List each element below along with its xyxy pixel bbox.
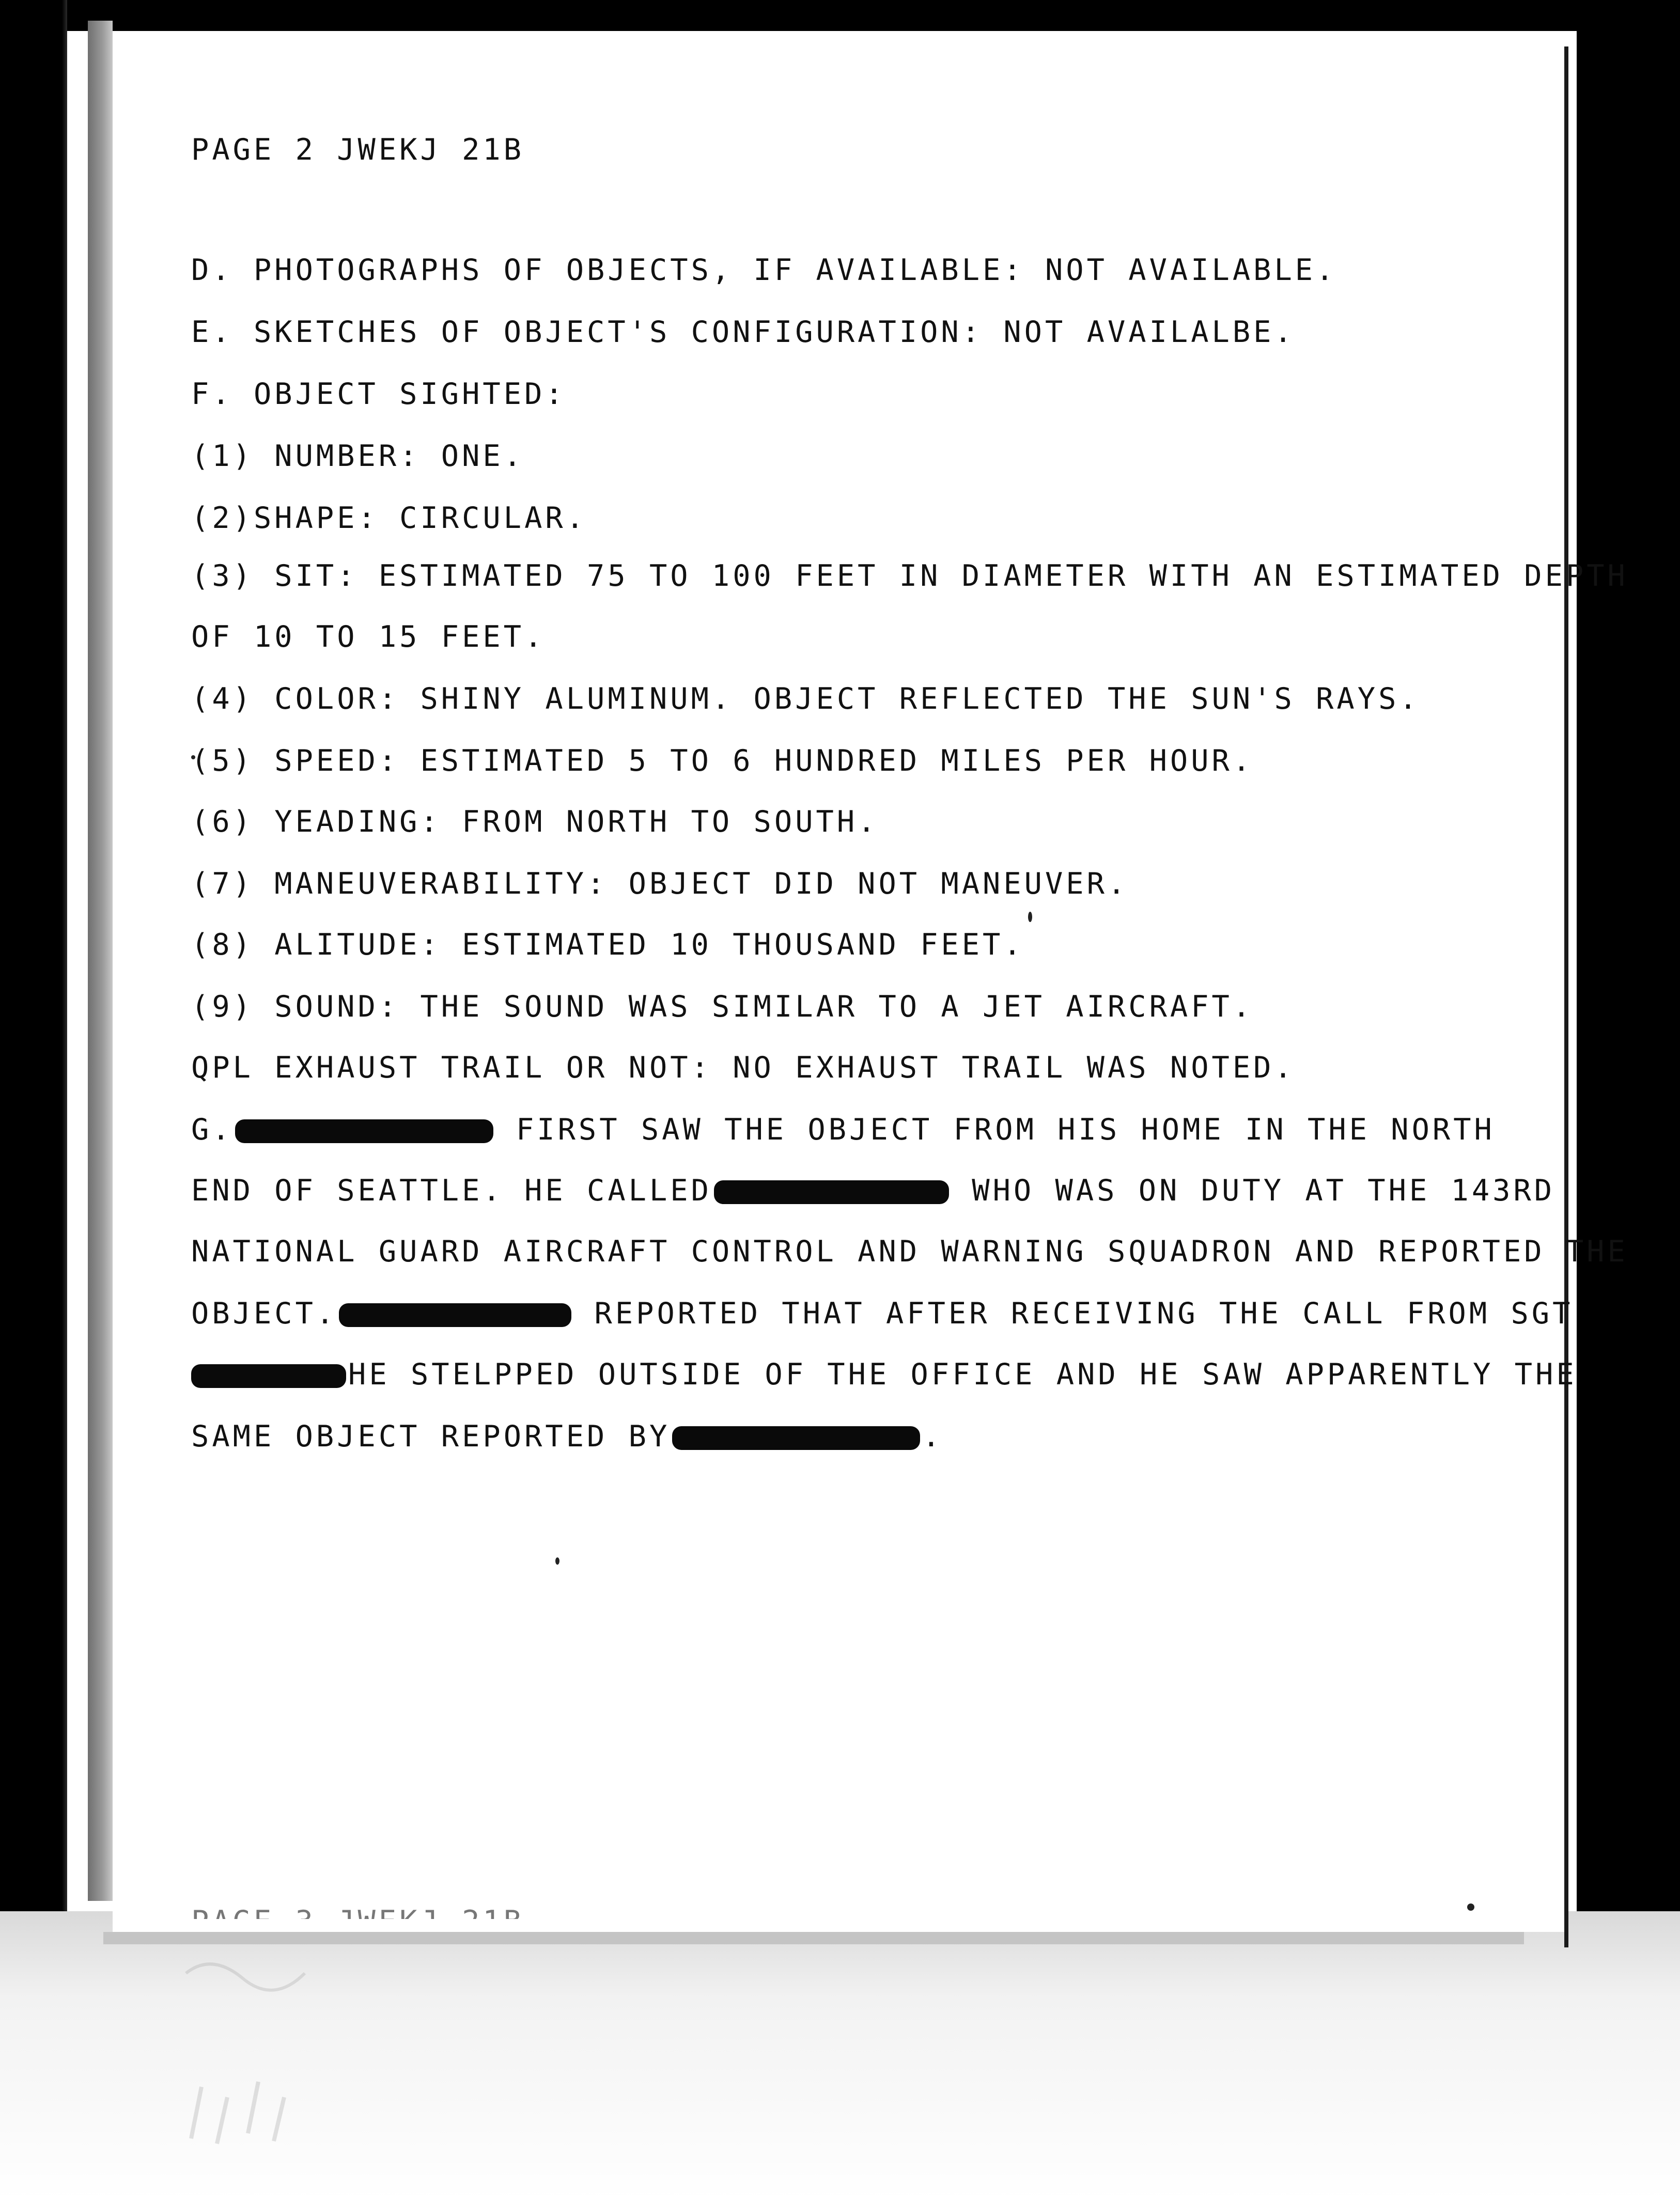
paragraph-g-line-3: NATIONAL GUARD AIRCRAFT CONTROL AND WARNING SQUADRON AND REPORTED THE [191,1235,1628,1269]
item-5-speed: (5) SPEED: ESTIMATED 5 TO 6 HUNDRED MILES PER HOUR. [191,744,1254,778]
item-6-heading: (6) YEADING: FROM NORTH TO SOUTH. [191,805,879,839]
item-8-altitude: (8) ALITUDE: ESTIMATED 10 THOUSAND FEET. [191,928,1024,962]
page-header: PAGE 2 JWEKJ 21B [191,133,525,167]
paragraph-g-line-5 [191,1356,1577,1393]
text-segment: FIRST SAW THE OBJECT FROM HIS HOME IN THE NORTH [495,1113,1495,1147]
text-segment: HE STELPPED OUTSIDE OF THE OFFICE AND HE SAW APPARENTLY THE [348,1358,1577,1392]
text-segment: WHO WAS ON DUTY AT THE 143RD [951,1174,1555,1208]
text-segment: G. [191,1113,233,1147]
item-4-color: (4) COLOR: SHINY ALUMINUM. OBJECT REFLECTED THE SUN'S RAYS. [191,682,1420,716]
text-segment: END OF SEATTLE. HE CALLED [191,1174,712,1208]
document-body [191,0,1628,1932]
paragraph-g-line-2 [191,1173,1555,1209]
item-3-size: (3) SIT: ESTIMATED 75 TO 100 FEET IN DIAMETER WITH AN ESTIMATED DEPTH [191,559,1628,593]
paragraph-g-line-1 [191,1112,1495,1148]
paragraph-g-line-4 [191,1296,1573,1332]
text-segment: SAME OBJECT REPORTED BY [191,1419,671,1454]
redaction-bar [235,1119,493,1143]
text-segment: . [922,1419,943,1454]
item-9-sound: (9) SOUND: THE SOUND WAS SIMILAR TO A JET AIRCRAFT. [191,990,1254,1024]
redaction-bar [191,1364,346,1388]
text-segment: OBJECT. [191,1297,337,1331]
redaction-bar [339,1303,571,1327]
page-right-edge-line [1564,46,1568,1947]
item-3-size-continued: OF 10 TO 15 FEET. [191,620,546,654]
item-10-exhaust-trail: QPL EXHAUST TRAIL OR NOT: NO EXHAUST TRAIL WAS NOTED. [191,1051,1295,1085]
faint-handwriting-mark [170,1942,429,2159]
page-left-shadow [88,21,113,1901]
item-f-object-sighted: F. OBJECT SIGHTED: [191,377,566,411]
scan-left-edge [0,0,67,2200]
text-segment: REPORTED THAT AFTER RECEIVING THE CALL FROM SGT [573,1297,1574,1331]
paragraph-g-line-6 [191,1418,943,1455]
redaction-bar [714,1180,949,1204]
scan-right-edge [1577,0,1680,1963]
item-d-photographs: D. PHOTOGRAPHS OF OBJECTS, IF AVAILABLE: NOT AVAILABLE. [191,253,1337,287]
item-7-maneuverability: (7) MANEUVERABILITY: OBJECT DID NOT MANEUVER. [191,867,1129,901]
item-2-shape: (2)SHAPE: CIRCULAR. [191,501,587,535]
item-1-number: (1) NUMBER: ONE. [191,439,525,473]
redaction-bar [672,1426,920,1450]
item-e-sketches: E. SKETCHES OF OBJECT'S CONFIGURATION: NOT AVAILALBE. [191,315,1295,349]
